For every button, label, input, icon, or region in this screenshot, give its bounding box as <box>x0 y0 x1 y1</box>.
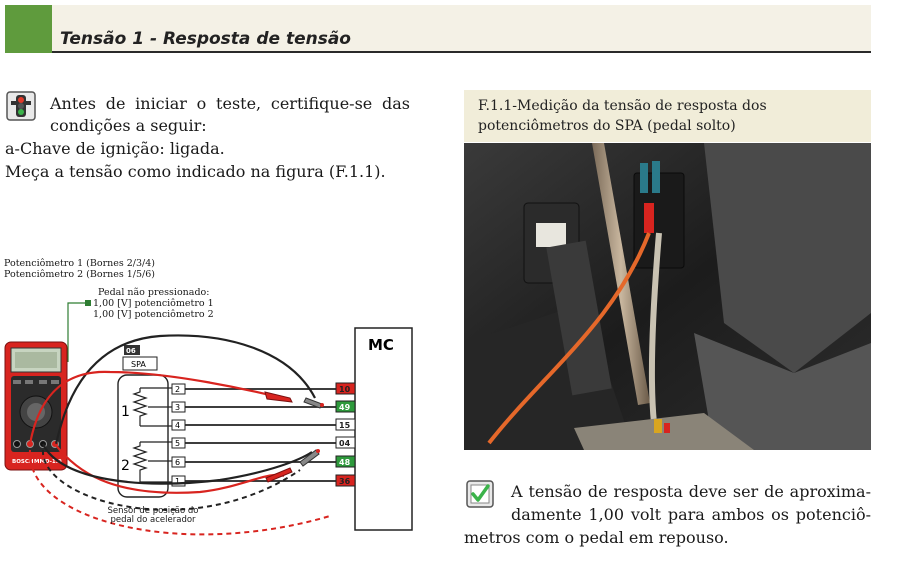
sensor-pin: 5 <box>175 439 181 448</box>
meter-brand: BOSCH <box>12 459 34 465</box>
result-line-2: damente 1,00 volt para ambos os potenciô- <box>511 505 871 524</box>
ecu-pin: 15 <box>339 421 351 430</box>
sensor-pin: 2 <box>175 385 181 394</box>
meter-model: MMD-1.0 <box>34 459 62 465</box>
sensor-pin: 4 <box>175 421 181 430</box>
sensor-pin: 6 <box>175 458 181 467</box>
label-pointer-line <box>68 303 90 362</box>
sensor-pin: 1 <box>175 477 181 486</box>
result-line-1: A tensão de resposta deve ser de aproxima- <box>511 482 871 501</box>
figure-caption-line-1: F.1.1-Medição da tensão de resposta dos <box>478 98 767 114</box>
ecu-pin: 49 <box>339 403 351 412</box>
measure-instruction: Meça a tensão como indicado na figura (F.1.1). <box>5 162 386 181</box>
pot2-label: Potenciômetro 2 (Bornes 1/5/6) <box>4 269 155 280</box>
intro-line-2: condições a seguir: <box>50 116 207 135</box>
pot1-label: Potenciômetro 1 (Bornes 2/3/4) <box>4 258 155 269</box>
pedal-measurement-photo <box>464 143 871 450</box>
multimeter <box>5 342 67 470</box>
figure-caption-line-2: potenciômetros do SPA (pedal solto) <box>478 118 736 134</box>
sensor-name: SPA <box>131 360 146 369</box>
ecu-pin: 36 <box>339 477 351 486</box>
intro-line-1: Antes de iniciar o teste, certifique-se das <box>50 94 410 113</box>
wiring-diagram <box>0 280 420 550</box>
ecu-pin: 04 <box>339 439 351 448</box>
result-line-3: metros com o pedal em repouso. <box>464 528 729 547</box>
sensor-caption-line-1: Sensor de posição do <box>107 506 199 516</box>
header-rule <box>52 51 871 53</box>
sensor-pin: 3 <box>175 403 181 412</box>
label-pointer-marker <box>85 300 91 306</box>
ecu-pin: 10 <box>339 385 351 394</box>
check-icon <box>466 480 494 508</box>
pot2-value: 1,00 [V] potenciômetro 2 <box>93 309 214 320</box>
black-dashed-lead <box>43 450 300 510</box>
pot1-value: 1,00 [V] potenciômetro 1 <box>93 298 214 309</box>
pot2-number: 2 <box>121 458 130 474</box>
sensor-caption-line-2: pedal do acelerador <box>110 515 196 525</box>
sensor-tag: 06 <box>126 347 136 355</box>
pedal-state-label: Pedal não pressionado: <box>98 287 210 298</box>
figure-caption <box>478 96 767 136</box>
pot1-number: 1 <box>121 404 130 420</box>
sensor-box <box>118 375 168 497</box>
traffic-light-icon <box>6 91 36 121</box>
section-title: Tensão 1 - Resposta de tensão <box>60 29 351 49</box>
ecu-module <box>355 328 412 530</box>
red-probe-lead-2 <box>55 444 284 493</box>
ignition-condition: a-Chave de ignição: ligada. <box>5 139 225 158</box>
ecu-pin: 48 <box>339 458 351 467</box>
header-accent-block <box>5 5 52 53</box>
sensor-caption <box>98 507 208 525</box>
ecu-label: MC <box>368 336 394 354</box>
